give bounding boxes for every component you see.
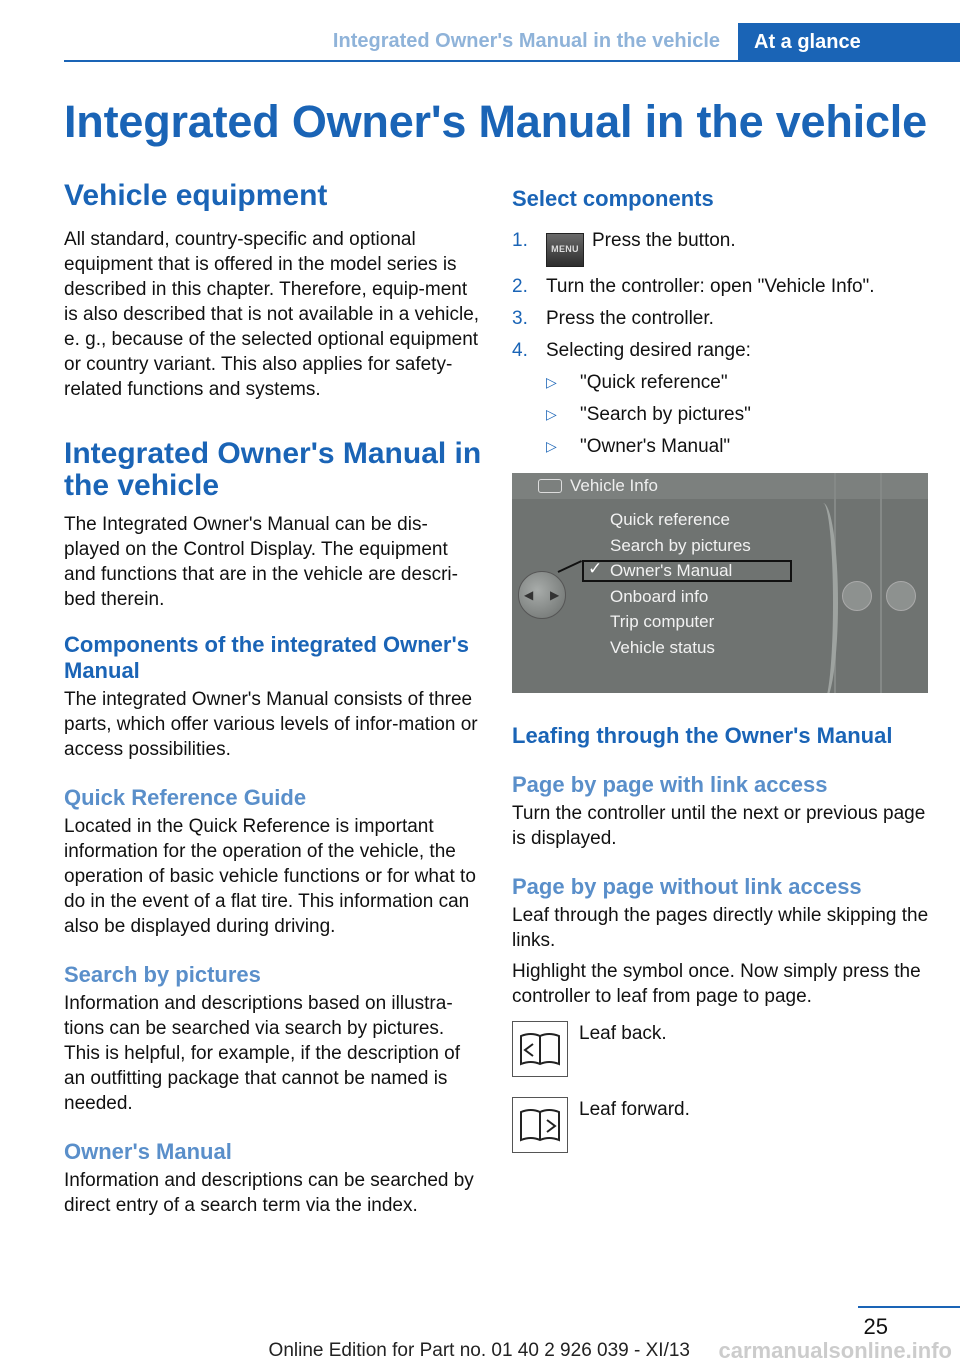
footer-rule xyxy=(858,1306,960,1308)
heading-leafing: Leafing through the Owner's Manual xyxy=(512,723,893,748)
right-column xyxy=(512,180,930,1173)
leaf-back-icon xyxy=(512,1021,568,1077)
screen-menu xyxy=(610,507,751,660)
screen-menu-item: Quick reference xyxy=(610,510,730,529)
screen-menu-item: Onboard info xyxy=(610,586,709,606)
left-column xyxy=(64,180,482,1218)
step-number: 2. xyxy=(512,276,528,297)
menu-button-icon: MENU xyxy=(546,233,584,267)
screen-menu-item: Owner's Manual xyxy=(610,561,733,580)
triangle-bullet-icon: ▷ xyxy=(546,406,557,422)
heading-integrated-manual: Integrated Owner's Manual in the vehicle xyxy=(64,437,482,502)
screen-menu-item: Trip computer xyxy=(610,612,715,631)
screen-divider xyxy=(880,473,882,693)
watermark: carmanualsonline.info xyxy=(718,1338,952,1362)
page-title: Integrated Owner's Manual in the vehicle xyxy=(64,96,927,147)
step-item xyxy=(512,306,930,331)
page-number: 25 xyxy=(863,1314,888,1339)
screen-menu-item: Search by pictures xyxy=(610,535,751,555)
screen-side-icon xyxy=(842,581,872,611)
step-number: 1. xyxy=(512,230,528,251)
control-display-screenshot xyxy=(512,473,928,693)
leaf-back-row xyxy=(512,1021,930,1097)
range-sublist xyxy=(546,370,930,459)
step-item xyxy=(512,228,930,267)
step-number: 4. xyxy=(512,340,528,361)
arrow-right-icon: ▶ xyxy=(550,588,560,602)
step-item xyxy=(512,274,930,299)
breadcrumb: Integrated Owner's Manual in the vehicle xyxy=(332,30,720,52)
car-icon xyxy=(538,479,562,493)
sublist-text: "Owner's Manual" xyxy=(580,436,731,457)
components-text: The integrated Owner's Manual consists of three parts, which offer various levels of infor‐mation or access possibilities. xyxy=(64,689,478,760)
triangle-bullet-icon: ▷ xyxy=(546,438,557,454)
sublist-item xyxy=(546,402,930,427)
scroll-arc xyxy=(808,503,838,693)
heading-owners-manual: Owner's Manual xyxy=(64,1139,232,1164)
step-text: Selecting desired range: xyxy=(546,340,751,361)
screen-title: Vehicle Info xyxy=(570,476,658,495)
heading-components: Components of the integrated Owner's Manual xyxy=(64,632,469,683)
header-rule xyxy=(64,60,960,62)
vehicle-equipment-text: All standard, country-specific and optional equipment that is offered in the model series is described in this chapter. Therefore, equip‐ment is also described that is not available in a vehicle, e. g., because of the selected optional equipment or country variant. This also applies for safety-related functions and systems. xyxy=(64,229,480,400)
quick-reference-text: Located in the Quick Reference is important information for the operation of the vehicle, the operation of basic vehicle functions or for what to do in the event of a flat tire. This information can also be displayed during driving. xyxy=(64,816,476,937)
step-text: Press the button. xyxy=(592,230,736,251)
integrated-manual-text: The Integrated Owner's Manual can be dis‐played on the Control Display. The equipment and functions that are in the vehicle are descri‐bed therein. xyxy=(64,514,458,610)
heading-select-components: Select components xyxy=(512,186,714,211)
sublist-text: "Search by pictures" xyxy=(580,404,751,425)
sublist-item xyxy=(546,434,930,459)
step-item xyxy=(512,338,930,459)
heading-search-by-pictures: Search by pictures xyxy=(64,962,261,987)
leaf-forward-icon xyxy=(512,1097,568,1153)
heading-without-link-access: Page by page without link access xyxy=(512,874,862,899)
triangle-bullet-icon: ▷ xyxy=(546,374,557,390)
pointer-line xyxy=(558,560,582,573)
leaf-forward-row xyxy=(512,1097,930,1173)
without-link-access-text: Leaf through the pages directly while skipping the links. xyxy=(512,905,929,951)
step-text: Turn the controller: open "Vehicle Info". xyxy=(546,276,875,297)
owners-manual-text: Information and descriptions can be searched by direct entry of a search term via the index. xyxy=(64,1170,474,1216)
leaf-forward-label: Leaf forward. xyxy=(579,1099,690,1120)
edition-line: Online Edition for Part no. 01 40 2 926 039 - XI/13 xyxy=(268,1340,690,1361)
heading-quick-reference: Quick Reference Guide xyxy=(64,785,307,810)
arrow-left-icon: ◀ xyxy=(524,588,534,602)
step-text: Press the controller. xyxy=(546,308,714,329)
heading-vehicle-equipment: Vehicle equipment xyxy=(64,179,328,212)
sublist-item xyxy=(546,370,930,395)
step-number: 3. xyxy=(512,308,528,329)
with-link-access-text: Turn the controller until the next or previous page is displayed. xyxy=(512,803,926,849)
heading-with-link-access: Page by page with link access xyxy=(512,772,828,797)
sublist-text: "Quick reference" xyxy=(580,372,728,393)
leaf-back-label: Leaf back. xyxy=(579,1023,667,1044)
section-tab: At a glance xyxy=(738,23,960,61)
page-header xyxy=(0,0,960,62)
search-by-pictures-text: Information and descriptions based on illustra‐tions can be searched via search by pictures. This is helpful, for example, if the description of an outfitting package that cannot be named is needed. xyxy=(64,993,461,1114)
check-icon: ✓ xyxy=(588,559,603,578)
screen-menu-item: Vehicle status xyxy=(610,637,715,657)
highlight-symbol-text: Highlight the symbol once. Now simply press the controller to leaf from page to page. xyxy=(512,961,921,1007)
screen-side-icon xyxy=(886,581,916,611)
steps-list xyxy=(512,228,930,459)
